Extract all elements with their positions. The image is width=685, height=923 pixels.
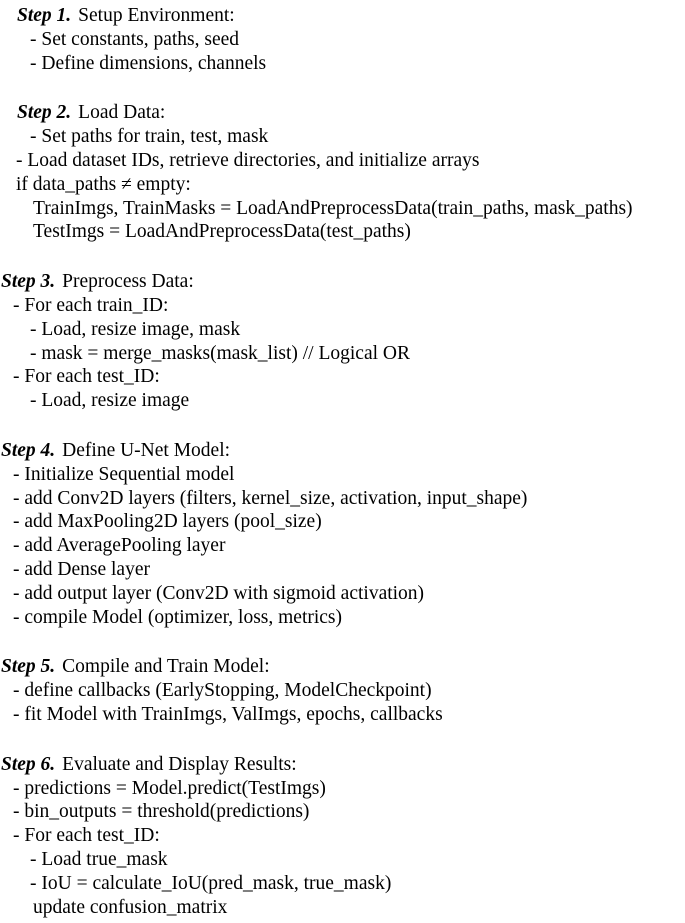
step-label: Step 2. <box>17 102 72 124</box>
step-heading <box>0 4 685 28</box>
pseudocode-line: - bin_outputs = threshold(predictions) <box>13 801 310 823</box>
pseudocode-line: - Define dimensions, channels <box>30 52 267 74</box>
pseudocode-line: - fit Model with TrainImgs, ValImgs, epochs, callbacks <box>13 703 443 725</box>
pseudocode-line: - Set paths for train, test, mask <box>30 126 269 148</box>
pseudocode-line: - For each train_ID: <box>13 294 169 316</box>
pseudocode-line: - For each test_ID: <box>13 366 160 388</box>
step-label: Step 5. <box>1 656 56 678</box>
step-block <box>0 655 685 726</box>
step-label: Step 4. <box>1 439 56 461</box>
step-heading <box>0 655 685 679</box>
step-block <box>0 4 685 75</box>
step-label: Step 6. <box>1 753 56 775</box>
step-heading <box>0 753 685 777</box>
step-title: Evaluate and Display Results: <box>62 753 297 775</box>
step-heading <box>0 439 685 463</box>
pseudocode-line: - compile Model (optimizer, loss, metrics) <box>13 606 343 628</box>
pseudocode-line: if data_paths ≠ empty: <box>16 173 191 195</box>
pseudocode-line: - Load dataset IDs, retrieve directories, and initialize arrays <box>16 149 480 171</box>
step-title: Load Data: <box>78 102 166 124</box>
pseudocode-line: update confusion_matrix <box>33 896 228 918</box>
pseudocode-line: - For each test_ID: <box>13 825 160 847</box>
pseudocode-line: - predictions = Model.predict(TestImgs) <box>13 777 326 799</box>
pseudocode-line: - add AveragePooling layer <box>13 535 226 557</box>
pseudocode-line: - Load true_mask <box>30 848 168 870</box>
pseudocode-line: - IoU = calculate_IoU(pred_mask, true_mask) <box>30 872 392 894</box>
pseudocode-line: - add output layer (Conv2D with sigmoid activation) <box>13 582 425 604</box>
pseudocode-line: - add Dense layer <box>13 558 150 580</box>
pseudocode-line: - Initialize Sequential model <box>13 463 235 485</box>
step-block <box>0 270 685 413</box>
pseudocode-line: - Load, resize image, mask <box>30 318 241 340</box>
step-title: Compile and Train Model: <box>62 656 270 678</box>
step-block <box>0 439 685 629</box>
pseudocode-line: - add Conv2D layers (filters, kernel_size, activation, input_shape) <box>13 487 528 509</box>
pseudocode-line: TrainImgs, TrainMasks = LoadAndPreprocessData(train_paths, mask_paths) <box>33 197 633 219</box>
pseudocode-line: TestImgs = LoadAndPreprocessData(test_paths) <box>33 221 411 243</box>
pseudocode-line: - Load, resize image <box>30 390 190 412</box>
step-heading <box>0 101 685 125</box>
step-title: Define U-Net Model: <box>62 439 231 461</box>
pseudocode-line: - Set constants, paths, seed <box>30 28 240 50</box>
pseudocode-line: - add MaxPooling2D layers (pool_size) <box>13 511 322 533</box>
step-label: Step 3. <box>1 271 56 293</box>
step-block <box>0 753 685 920</box>
step-block <box>0 101 685 244</box>
step-label: Step 1. <box>17 5 72 26</box>
step-heading <box>0 270 685 294</box>
step-title: Preprocess Data: <box>62 271 194 293</box>
pseudocode-line: - define callbacks (EarlyStopping, ModelCheckpoint) <box>13 680 432 702</box>
pseudocode-line: - mask = merge_masks(mask_list) // Logical OR <box>30 342 410 364</box>
step-title: Setup Environment: <box>78 5 235 26</box>
